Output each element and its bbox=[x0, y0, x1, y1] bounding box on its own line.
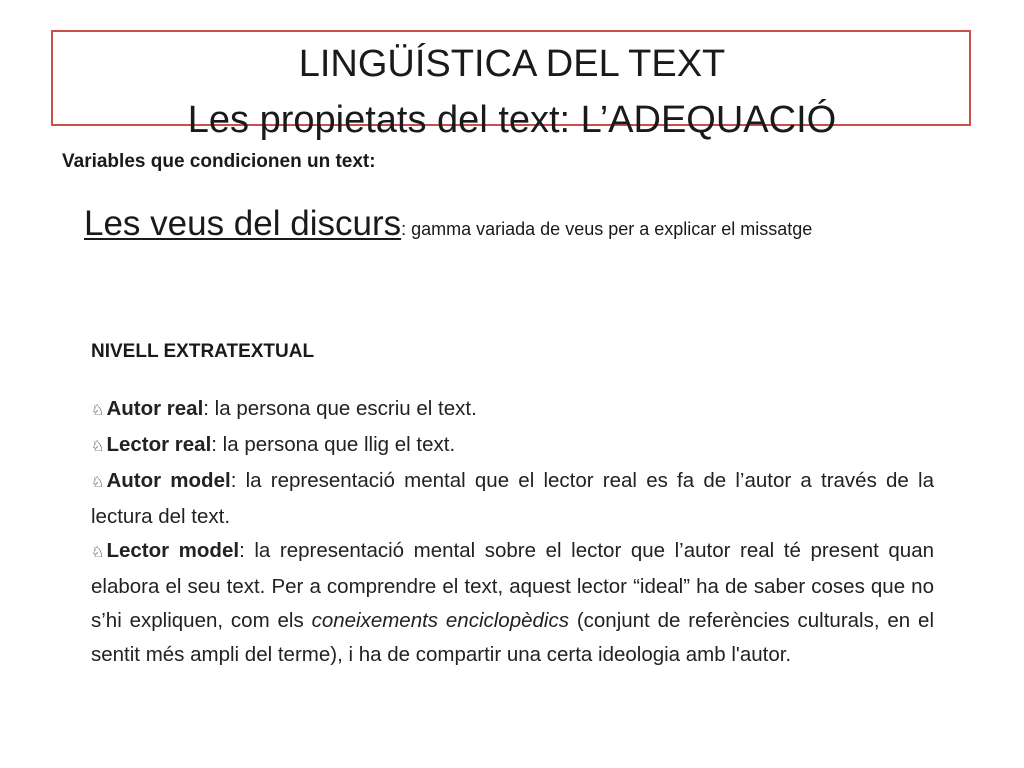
item-text-italic: coneixements enciclopèdics bbox=[311, 609, 569, 632]
item-text-before: : la representació mental sobre el lector que l’autor real té present quan elabora el seu text. Per a comprendre el text, aquest lector “ideal” ha de saber coses que no s’hi expliquen, com els bbox=[91, 539, 935, 632]
knight-bullet-icon: ♘ bbox=[91, 544, 105, 561]
list-item bbox=[91, 428, 934, 464]
slide-title-line2: Les propietats del text: L’ADEQUACIÓ bbox=[187, 99, 837, 141]
list-item bbox=[91, 464, 934, 534]
item-term: Autor model bbox=[106, 469, 231, 492]
item-text: : la persona que llig el text. bbox=[211, 433, 456, 456]
list-item bbox=[91, 534, 934, 672]
list-item bbox=[91, 392, 934, 428]
item-term: Autor real bbox=[106, 397, 204, 420]
veus-section bbox=[84, 204, 884, 244]
knight-bullet-icon: ♘ bbox=[91, 474, 105, 491]
item-text: : la representació mental que el lector real es fa de l’autor a través de la lectura del text. bbox=[91, 469, 934, 528]
definitions-list bbox=[91, 392, 934, 672]
variables-heading: Variables que condicionen un text: bbox=[62, 151, 376, 172]
item-term: Lector real bbox=[106, 433, 212, 456]
knight-bullet-icon: ♘ bbox=[91, 402, 105, 419]
veus-heading: Les veus del discurs bbox=[84, 204, 402, 243]
slide-title-line1: LINGÜÍSTICA DEL TEXT bbox=[298, 43, 726, 85]
veus-description: : gamma variada de veus per a explicar el missatge bbox=[401, 219, 813, 239]
item-text-after: (conjunt de referències culturals, en el sentit més ampli del terme), i ha de compartir una certa ideologia amb l'autor. bbox=[91, 609, 935, 666]
item-term: Lector model bbox=[106, 539, 240, 562]
nivell-heading: NIVELL EXTRATEXTUAL bbox=[91, 341, 315, 362]
knight-bullet-icon: ♘ bbox=[91, 438, 105, 455]
item-text: : la persona que escriu el text. bbox=[203, 397, 477, 420]
